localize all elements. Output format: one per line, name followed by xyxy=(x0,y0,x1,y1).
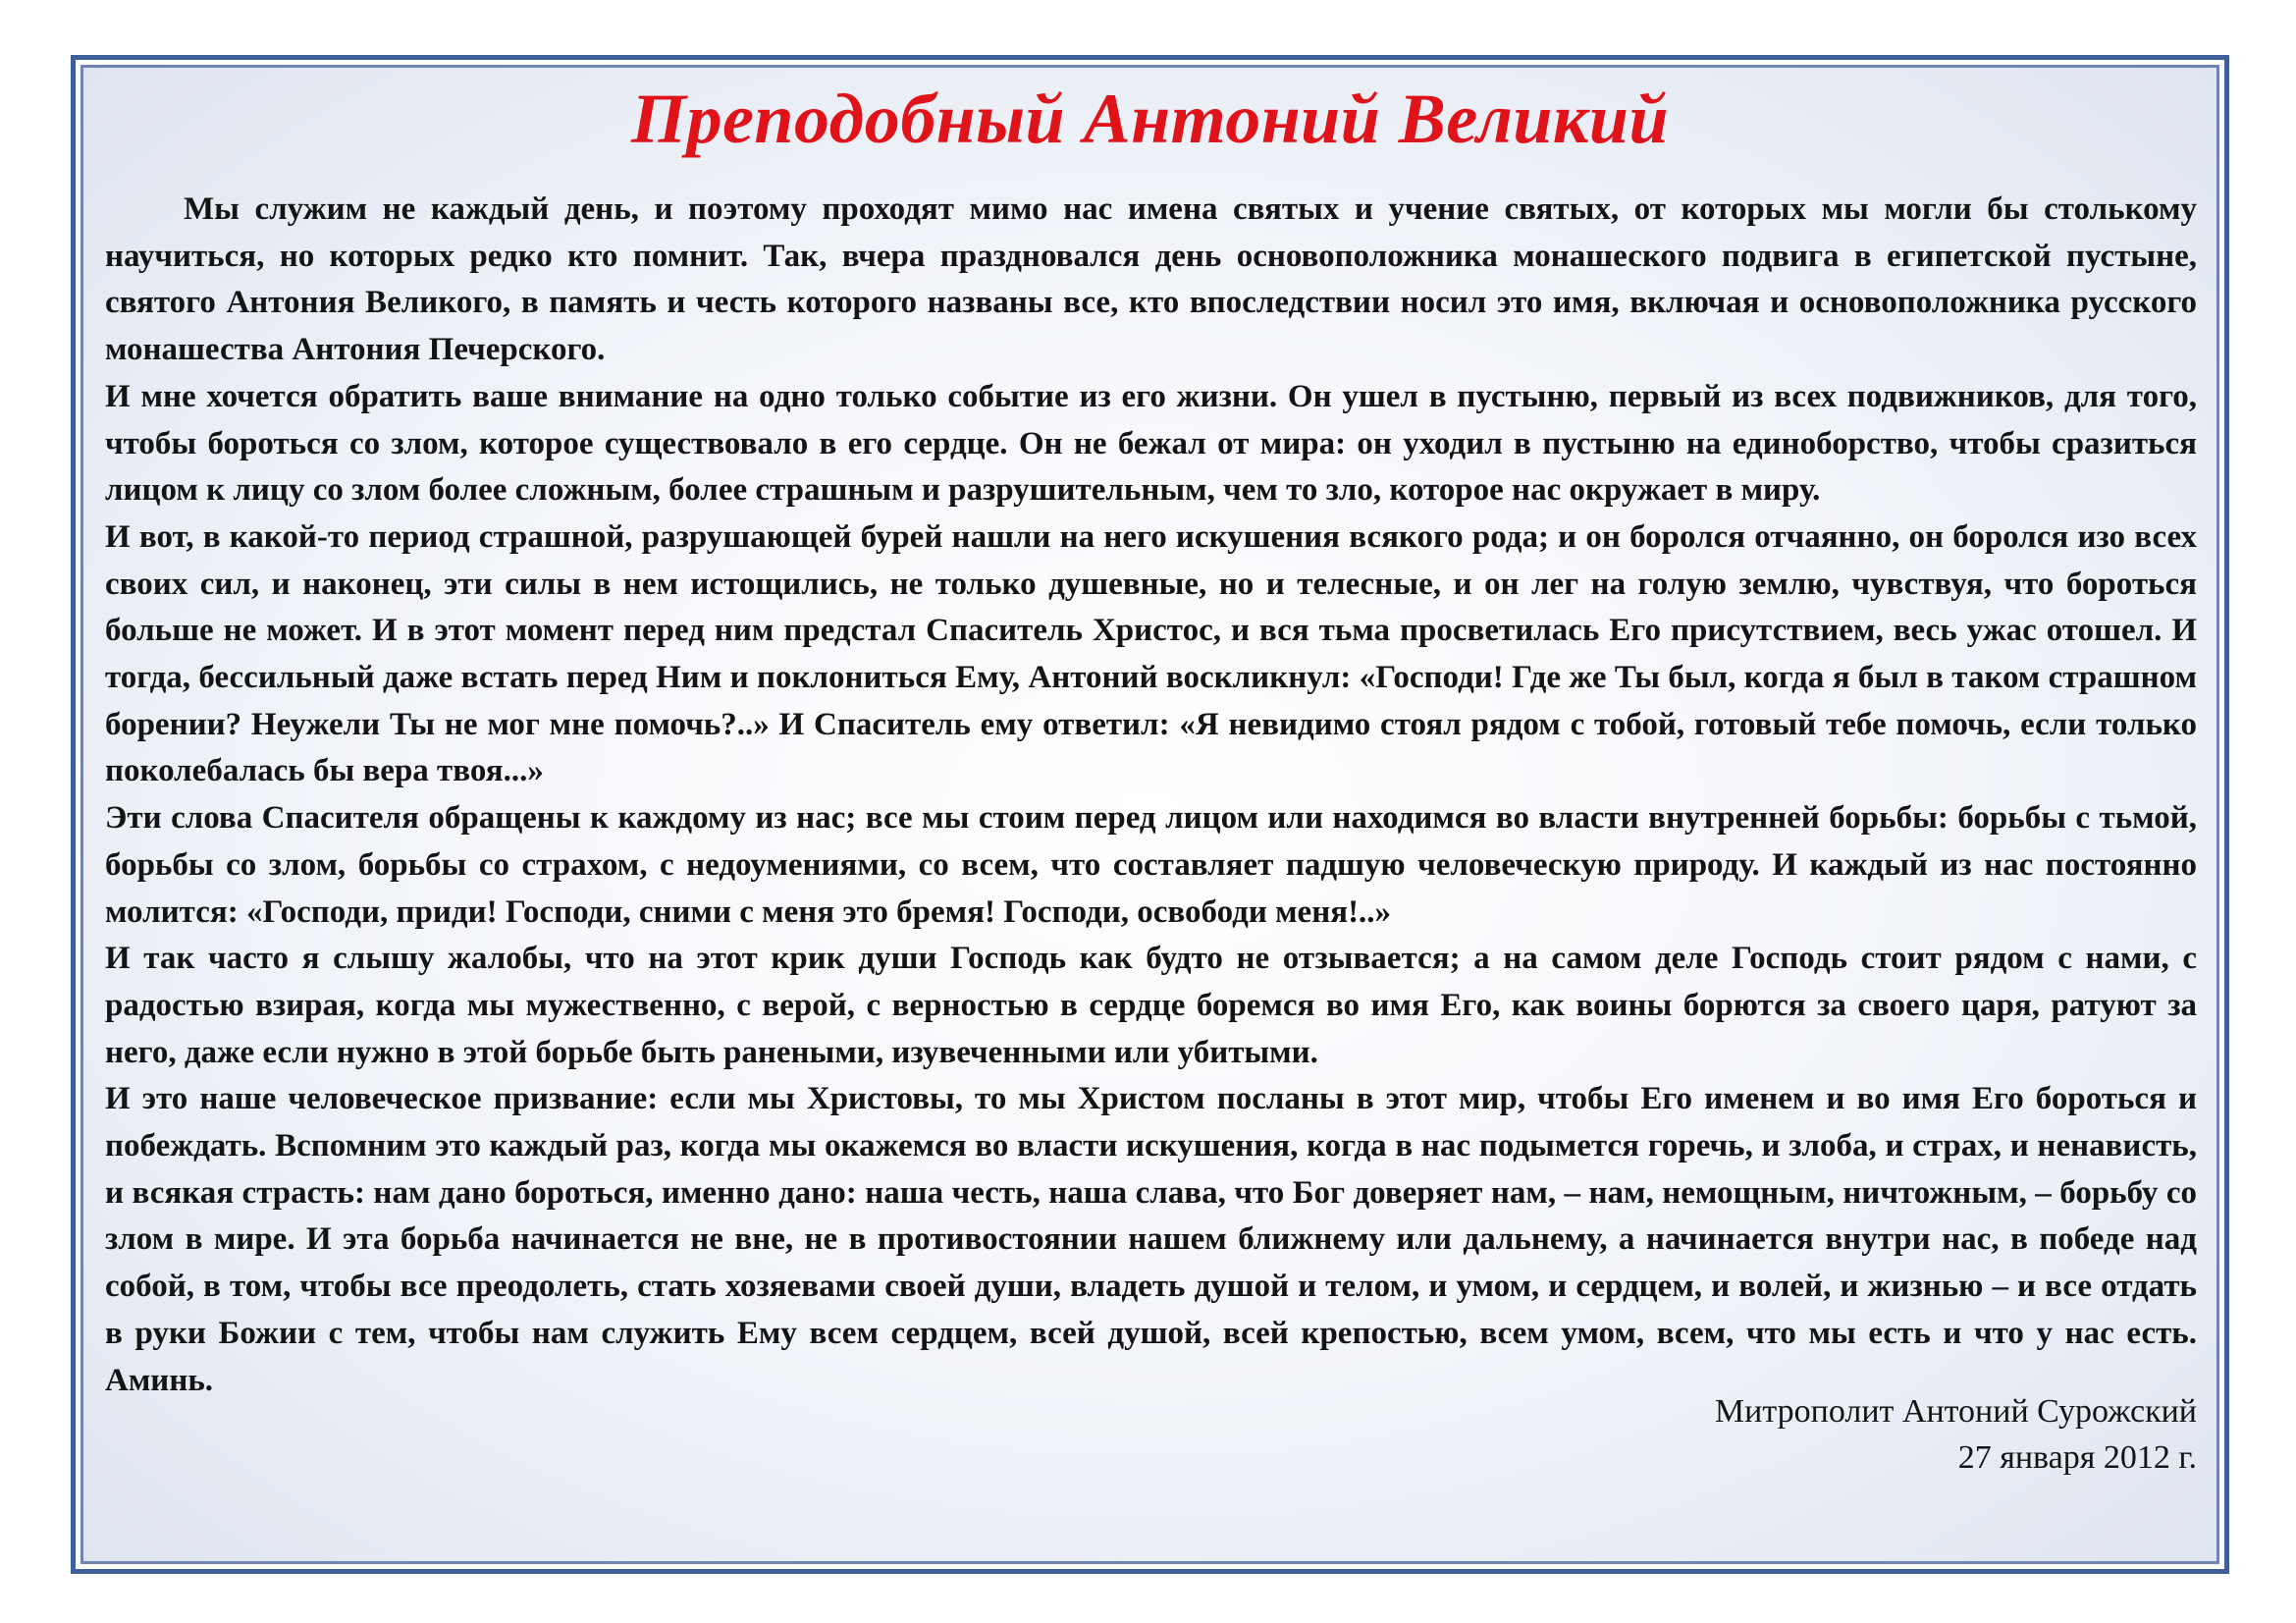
paragraph-2: И мне хочется обратить ваше внимание на одно только событие из его жизни. Он ушел в пустыню, первый из всех подвижников, для того, чтобы бороться со злом, которое существовало в его сердце. Он не бежал от мира: он уходил в пустыню на единоборство, чтобы сразиться лицом к лицу со злом более сложным, более страшным и разрушительным, чем то зло, которое нас окружает в миру. xyxy=(105,378,2197,509)
paragraph-3: И вот, в какой-то период страшной, разрушающей бурей нашли на него искушения всякого рода; и он боролся отчаянно, он боролся изо всех своих сил, и наконец, эти силы в нем истощились, не только душевные, но и телесные, и он лег на голую землю, чувствуя, что бороться больше не может. И в этот момент перед ним предстал Спаситель Христос, и вся тьма просветилась Его присутствием, весь ужас отошел. И тогда, бессильный даже встать перед Ним и поклониться Ему, Антоний воскликнул: «Господи! Где же Ты был, когда я был в таком страшном борении? Неужели Ты не мог мне помочь?..» И Спаситель ему ответил: «Я невидимо стоял рядом с тобой, готовый тебе помочь, если только поколебалась бы вера твоя...» xyxy=(105,518,2197,789)
paragraph-6: И это наше человеческое призвание: если мы Христовы, то мы Христом посланы в этот мир, чтобы Его именем и во имя Его бороться и побеждать. Вспомним это каждый раз, когда мы окажемся во власти искушения, когда в нас подымется горечь, и злоба, и страх, и ненависть, и всякая страсть: нам дано бороться, именно дано: наша честь, наша слава, что Бог доверяет нам, – нам, немощным, ничтожным, – борьбу со злом в мире. И эта борьба начинается не вне, не в противостоянии нашем ближнему или дальнему, а начинается внутри нас, в победе над собой, в том, чтобы все преодолеть, стать хозяевами своей души, владеть душой и телом, и умом, и сердцем, и волей, и жизнью – и все отдать в руки Божии с тем, чтобы нам служить Ему всем сердцем, всей душой, всей крепостью, всем умом, всем, что мы есть и что у нас есть. Аминь. xyxy=(105,1081,2197,1398)
signature-date: 27 января 2012 г. xyxy=(1957,1439,2197,1476)
document-body xyxy=(105,187,2197,1404)
signature-author: Митрополит Антоний Сурожский xyxy=(1714,1393,2197,1430)
document-title: Преподобный Антоний Великий xyxy=(630,80,1670,158)
paragraph-1: Мы служим не каждый день, и поэтому проходят мимо нас имена святых и учение святых, от которых мы могли бы столькому научиться, но которых редко кто помнит. Так, вчера праздновался день основоположника монашеского подвига в египетской пустыне, святого Антония Великого, в память и честь которого названы все, кто впоследствии носил это имя, включая и основоположника русского монашества Антония Печерского. xyxy=(105,191,2197,368)
paragraph-5: И так часто я слышу жалобы, что на этот крик души Господь как будто не отзывается; а на самом деле Господь стоит рядом с нами, с радостью взирая, когда мы мужественно, с верой, с верностью в сердце боремся во имя Его, как воины борются за своего царя, ратуют за него, даже если нужно в этой борьбе быть ранеными, изувеченными или убитыми. xyxy=(105,941,2197,1070)
signature-block xyxy=(1715,1388,2197,1481)
page-frame-outer xyxy=(71,55,2229,1574)
paragraph-4: Эти слова Спасителя обращены к каждому из нас; все мы стоим перед лицом или находимся во власти внутренней борьбы: борьбы с тьмой, борьбы со злом, борьбы со страхом, с недоумениями, со всем, что составляет падшую человеческую природу. И каждый из нас постоянно молится: «Господи, приди! Господи, сними с меня это бремя! Господи, освободи меня!..» xyxy=(105,800,2197,930)
page-frame-inner xyxy=(80,65,2219,1564)
